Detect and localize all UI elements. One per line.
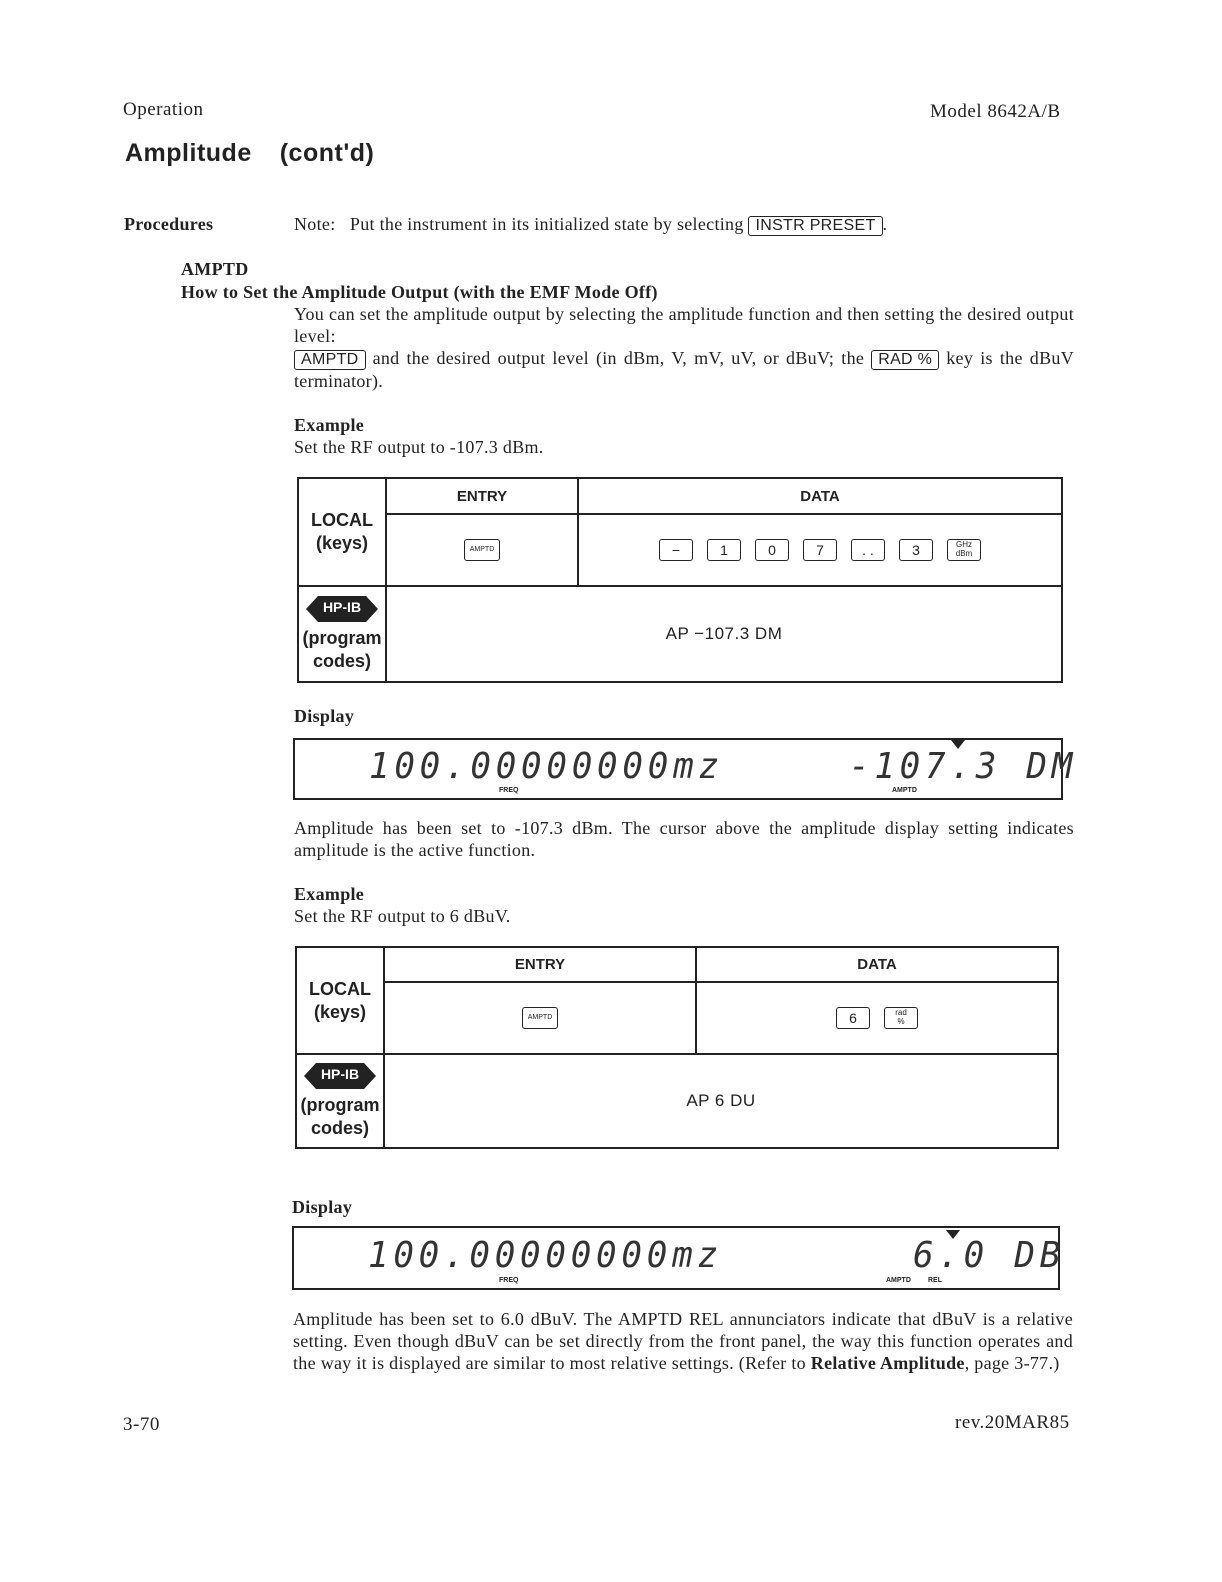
entry-cell [384, 982, 696, 1054]
note-text: Put the instrument in its initialized state by selecting [349, 214, 744, 234]
amptd-heading: AMPTD [181, 259, 249, 279]
three-keycap: 3 [899, 539, 933, 561]
data-cell [578, 514, 1062, 586]
hpib-label: HP-IB [322, 598, 362, 615]
local-label: LOCAL [309, 978, 371, 999]
procedures-note [294, 213, 887, 236]
local-label: LOCAL [311, 510, 373, 530]
display1-freq-ann: FREQ [499, 787, 519, 794]
one-keycap: 1 [707, 539, 741, 561]
data-header: DATA [578, 478, 1062, 514]
display1-label: Display [294, 706, 355, 726]
example2-caption [293, 1308, 1073, 1374]
example1-label: Example [294, 415, 365, 435]
hpib-label: HP-IB [320, 1065, 360, 1082]
prog-sub: codes) [312, 650, 372, 671]
note-end: . [882, 214, 888, 234]
example2-text: Set the RF output to 6 dBuV. [294, 906, 511, 926]
local-cell [298, 478, 386, 586]
entry-header: ENTRY [386, 478, 578, 514]
amptd-subheading: How to Set the Amplitude Output (with the EMF Mode Off) [181, 282, 658, 302]
hpib-logo [304, 1063, 376, 1089]
data-header: DATA [696, 947, 1058, 982]
amptd-keycap: AMPTD [464, 539, 500, 561]
display2-freq-ann: FREQ [499, 1277, 519, 1284]
model-number: Model 8642A/B [930, 101, 1061, 122]
ghz-dbm-keycap [947, 539, 981, 561]
ghz-label: GHz [956, 540, 972, 549]
display2-ampt-ann: AMPTD [886, 1277, 911, 1284]
page-number: 3-70 [123, 1414, 160, 1435]
prog-label: (program [300, 1094, 380, 1115]
minus-keycap: − [659, 539, 693, 561]
revision: rev.20MAR85 [955, 1412, 1070, 1433]
dbm-label: dBm [955, 549, 973, 558]
hpib-logo [306, 596, 378, 622]
local-cell [296, 947, 384, 1054]
display1-freq: 100.00000000mz [369, 746, 724, 787]
display1-ampt: -107.3 DM [849, 746, 1078, 787]
display2-freq: 100.00000000mz [368, 1235, 723, 1276]
amptd-keycap: AMPTD [522, 1007, 558, 1029]
display2-panel [292, 1226, 1066, 1290]
rad-percent-key: RAD % [871, 350, 939, 370]
entry-cell [386, 514, 578, 586]
local-sub: (keys) [313, 1001, 367, 1022]
amptd-p2b: key is the dBuV terminator). [294, 348, 1074, 391]
percent-label: % [897, 1017, 905, 1026]
hpib-cell [298, 586, 386, 682]
program-code: AP −107.3 DM [386, 586, 1062, 682]
display2-ampt: 6.0 DB [913, 1235, 1066, 1276]
decimal-keycap: . . [851, 539, 885, 561]
amptd-p2a: and the desired output level (in dBm, V, mV, uV, or dBuV; the [372, 348, 865, 368]
page-title [125, 139, 374, 168]
seven-keycap: 7 [803, 539, 837, 561]
zero-keycap: 0 [755, 539, 789, 561]
procedures-label: Procedures [124, 214, 214, 234]
local-sub: (keys) [315, 533, 369, 553]
title-main: Amplitude [125, 139, 252, 167]
caption-part-a: Amplitude has been set to 6.0 dBuV. The AMPTD REL annunciators indicate that dBuV is a relative setting. Even though dBuV can be set directly from the front panel, the way this function operates and the way it is displayed are similar to most relative settings. (Refer to [293, 1309, 1073, 1373]
program-code: AP 6 DU [384, 1054, 1058, 1148]
amptd-p1: You can set the amplitude output by selecting the amplitude function and then setting the desired output level: [294, 304, 1074, 346]
data-cell [696, 982, 1058, 1054]
rad-percent-keycap [884, 1007, 918, 1029]
relative-amplitude-ref: Relative Amplitude [810, 1353, 965, 1373]
example2-table [295, 946, 1059, 1149]
instr-preset-key: INSTR PRESET [748, 216, 882, 236]
caption-part-b: , page 3-77.) [964, 1353, 1060, 1373]
prog-label: (program [302, 627, 382, 648]
rad-label: rad [895, 1008, 907, 1017]
display2-rel-ann: REL [928, 1277, 942, 1284]
display1-panel [293, 738, 1078, 800]
six-keycap: 6 [836, 1007, 870, 1029]
title-sub: (cont'd) [279, 139, 375, 167]
display1-ampt-ann: AMPTD [892, 787, 917, 794]
display2-label: Display [292, 1197, 353, 1217]
entry-header: ENTRY [384, 947, 696, 982]
amptd-key: AMPTD [294, 350, 366, 370]
example2-label: Example [294, 884, 365, 904]
example1-table [297, 477, 1063, 683]
amptd-paragraph [294, 303, 1074, 392]
example1-text: Set the RF output to -107.3 dBm. [294, 437, 544, 457]
example1-caption: Amplitude has been set to -107.3 dBm. The cursor above the amplitude display setting indicates amplitude is the active function. [294, 818, 1074, 860]
note-prefix: Note: [294, 214, 336, 234]
section-name: Operation [123, 99, 204, 120]
hpib-cell [296, 1054, 384, 1148]
prog-sub: codes) [310, 1117, 370, 1138]
